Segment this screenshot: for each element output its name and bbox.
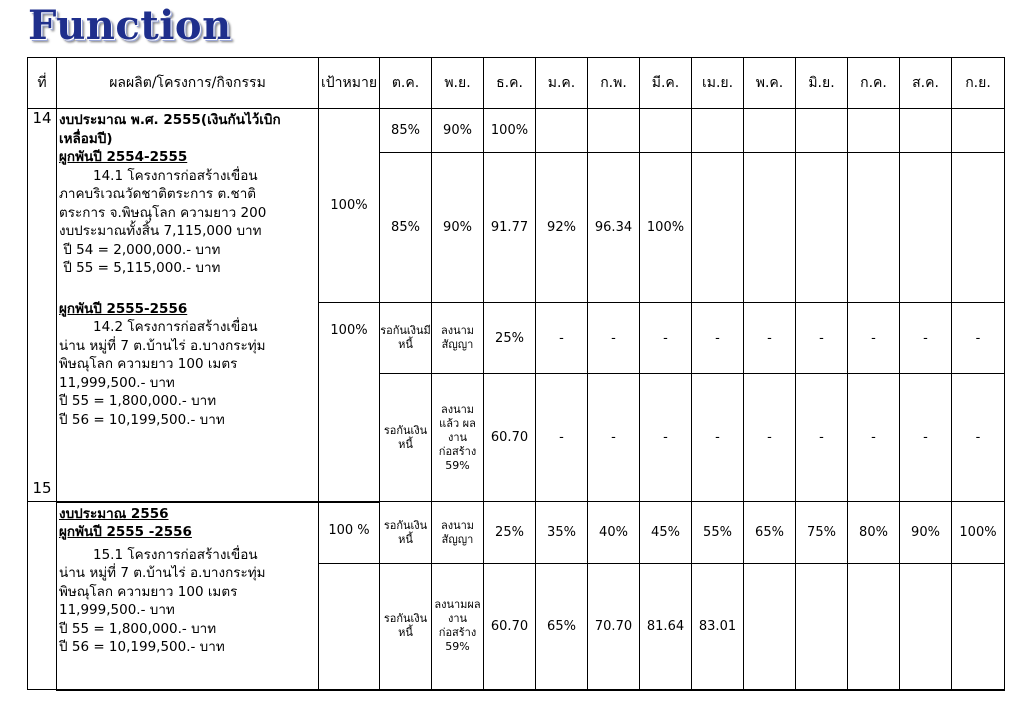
month-cell: -	[952, 303, 1005, 374]
month-cell: -	[796, 303, 848, 374]
project-15-1-line: พิษณุโลก ความยาว 100 เมตร	[59, 583, 238, 600]
header-month: ก.ย.	[952, 58, 1005, 109]
project-15-1-line: ปี 55 = 1,800,000.- บาท	[59, 620, 217, 637]
row-index	[28, 109, 57, 502]
month-cell: -	[796, 374, 848, 502]
month-cell: 91.77	[484, 153, 536, 303]
month-cell	[692, 153, 744, 303]
month-cell: ลงนามสัญญา	[432, 502, 484, 564]
month-cell	[952, 153, 1005, 303]
month-cell: -	[848, 374, 900, 502]
project-14-1-line: ปี 54 = 2,000,000.- บาท	[59, 241, 221, 258]
month-cell	[900, 564, 952, 690]
month-cell	[900, 109, 952, 153]
target-cell: 100%	[319, 303, 380, 502]
month-cell: -	[640, 374, 692, 502]
month-cell: -	[692, 303, 744, 374]
month-cell: -	[848, 303, 900, 374]
month-cell: 55%	[692, 502, 744, 564]
header-product: ผลผลิต/โครงการ/กิจกรรม	[57, 58, 319, 109]
target-cell-empty	[319, 564, 380, 690]
header-month: ต.ค.	[380, 58, 432, 109]
month-cell: 60.70	[484, 374, 536, 502]
month-cell: 100%	[484, 109, 536, 153]
month-cell: -	[588, 303, 640, 374]
month-cell	[796, 109, 848, 153]
month-cell	[952, 564, 1005, 690]
month-cell: 40%	[588, 502, 640, 564]
header-month: พ.ค.	[744, 58, 796, 109]
month-cell: รอกันเงินหนี้	[380, 374, 432, 502]
month-cell	[848, 109, 900, 153]
month-cell: ลงนามสัญญา	[432, 303, 484, 374]
section-14-budget-title: งบประมาณ พ.ศ. 2555(เงินกันไว้เบิกเหลื่อมปี)	[59, 112, 281, 147]
project-15-1-line: ปี 56 = 10,199,500.- บาท	[59, 639, 225, 655]
month-cell	[640, 109, 692, 153]
row-index-blank	[28, 502, 57, 690]
project-14-2-line: ปี 55 = 1,800,000.- บาท	[59, 393, 217, 409]
month-cell: 90%	[900, 502, 952, 564]
month-cell	[588, 109, 640, 153]
section-15-binding: ผูกพันปี 2555 -2556	[59, 524, 192, 540]
month-cell: -	[536, 303, 588, 374]
month-cell: -	[744, 374, 796, 502]
project-14-1-line: ภาคบริเวณวัดชาติตระการ ต.ชาติ	[59, 186, 257, 202]
section-14-binding-1: ผูกพันปี 2554-2555	[59, 149, 188, 165]
project-14-2-line: 14.2 โครงการก่อสร้างเขื่อน	[93, 319, 258, 335]
project-14-1-line: งบประมาณทั้งสิ้น 7,115,000 บาท	[59, 223, 262, 239]
header-month: มิ.ย.	[796, 58, 848, 109]
month-cell	[848, 153, 900, 303]
month-cell: 90%	[432, 153, 484, 303]
header-month: มี.ค.	[640, 58, 692, 109]
month-cell: รอกันเงินหนี้	[380, 564, 432, 690]
month-cell: 70.70	[588, 564, 640, 690]
project-14-1-line: 14.1 โครงการก่อสร้างเขื่อน	[93, 167, 258, 184]
header-no: ที่	[28, 58, 57, 109]
project-15-1-line: 11,999,500.- บาท	[59, 602, 175, 618]
month-cell: 90%	[432, 109, 484, 153]
section-15-description	[57, 502, 319, 690]
month-cell	[952, 109, 1005, 153]
month-cell: 83.01	[692, 564, 744, 690]
header-month: พ.ย.	[432, 58, 484, 109]
month-cell: -	[692, 374, 744, 502]
table-row	[28, 502, 1005, 564]
month-cell	[848, 564, 900, 690]
index-14: 14	[32, 109, 52, 127]
header-month: ธ.ค.	[484, 58, 536, 109]
month-cell	[744, 109, 796, 153]
month-cell: 81.64	[640, 564, 692, 690]
month-cell: -	[588, 374, 640, 502]
target-cell: 100 %	[319, 502, 380, 564]
project-15-1-line: น่าน หมู่ที่ 7 ต.บ้านไร่ อ.บางกระทุ่ม	[59, 565, 266, 581]
month-cell: ลงนามแล้ว ผลงานก่อสร้าง 59%	[432, 374, 484, 502]
project-14-1-line: ปี 55 = 5,115,000.- บาท	[59, 260, 221, 276]
month-cell: 60.70	[484, 564, 536, 690]
header-month: ส.ค.	[900, 58, 952, 109]
month-cell: 45%	[640, 502, 692, 564]
header-month: ม.ค.	[536, 58, 588, 109]
month-cell	[796, 564, 848, 690]
project-14-1-line: ตระการ จ.พิษณุโลก ความยาว 200	[59, 204, 267, 221]
month-cell: -	[900, 374, 952, 502]
project-14-2-line: ปี 56 = 10,199,500.- บาท	[59, 411, 225, 428]
project-14-2-line: น่าน หมู่ที่ 7 ต.บ้านไร่ อ.บางกระทุ่ม	[59, 337, 266, 354]
index-15: 15	[32, 479, 52, 497]
month-cell	[796, 153, 848, 303]
month-cell: 25%	[484, 502, 536, 564]
month-cell: -	[640, 303, 692, 374]
month-cell: -	[952, 374, 1005, 502]
month-cell: 80%	[848, 502, 900, 564]
progress-table	[27, 57, 1005, 691]
month-cell	[744, 564, 796, 690]
month-cell	[692, 109, 744, 153]
month-cell: ลงนามผลงานก่อสร้าง 59%	[432, 564, 484, 690]
month-cell: 25%	[484, 303, 536, 374]
month-cell: 65%	[744, 502, 796, 564]
project-14-2-line: 11,999,500.- บาท	[59, 374, 175, 391]
month-cell: 65%	[536, 564, 588, 690]
page-title: Function	[28, 2, 232, 49]
month-cell: 100%	[952, 502, 1005, 564]
section-15-budget-title: งบประมาณ 2556	[59, 505, 169, 522]
month-cell	[744, 153, 796, 303]
month-cell: 85%	[380, 153, 432, 303]
month-cell: 85%	[380, 109, 432, 153]
section-14-description	[57, 109, 319, 502]
target-cell: 100%	[319, 109, 380, 303]
month-cell: รอกันเงินหนี้	[380, 502, 432, 564]
month-cell: -	[744, 303, 796, 374]
project-15-1-line: 15.1 โครงการก่อสร้างเขื่อน	[93, 546, 258, 563]
header-row	[28, 58, 1005, 109]
table-row	[28, 109, 1005, 153]
header-month: ก.พ.	[588, 58, 640, 109]
month-cell: 35%	[536, 502, 588, 564]
month-cell: 100%	[640, 153, 692, 303]
month-cell: 92%	[536, 153, 588, 303]
month-cell: -	[900, 303, 952, 374]
month-cell: 75%	[796, 502, 848, 564]
month-cell	[536, 109, 588, 153]
month-cell: 96.34	[588, 153, 640, 303]
month-cell: รอกันเงินมีหนี้	[380, 303, 432, 374]
header-target: เป้าหมาย	[319, 58, 380, 109]
section-14-binding-2: ผูกพันปี 2555-2556	[59, 300, 188, 317]
month-cell	[900, 153, 952, 303]
project-14-2-line: พิษณุโลก ความยาว 100 เมตร	[59, 356, 238, 372]
header-month: เม.ย.	[692, 58, 744, 109]
month-cell: -	[536, 374, 588, 502]
header-month: ก.ค.	[848, 58, 900, 109]
